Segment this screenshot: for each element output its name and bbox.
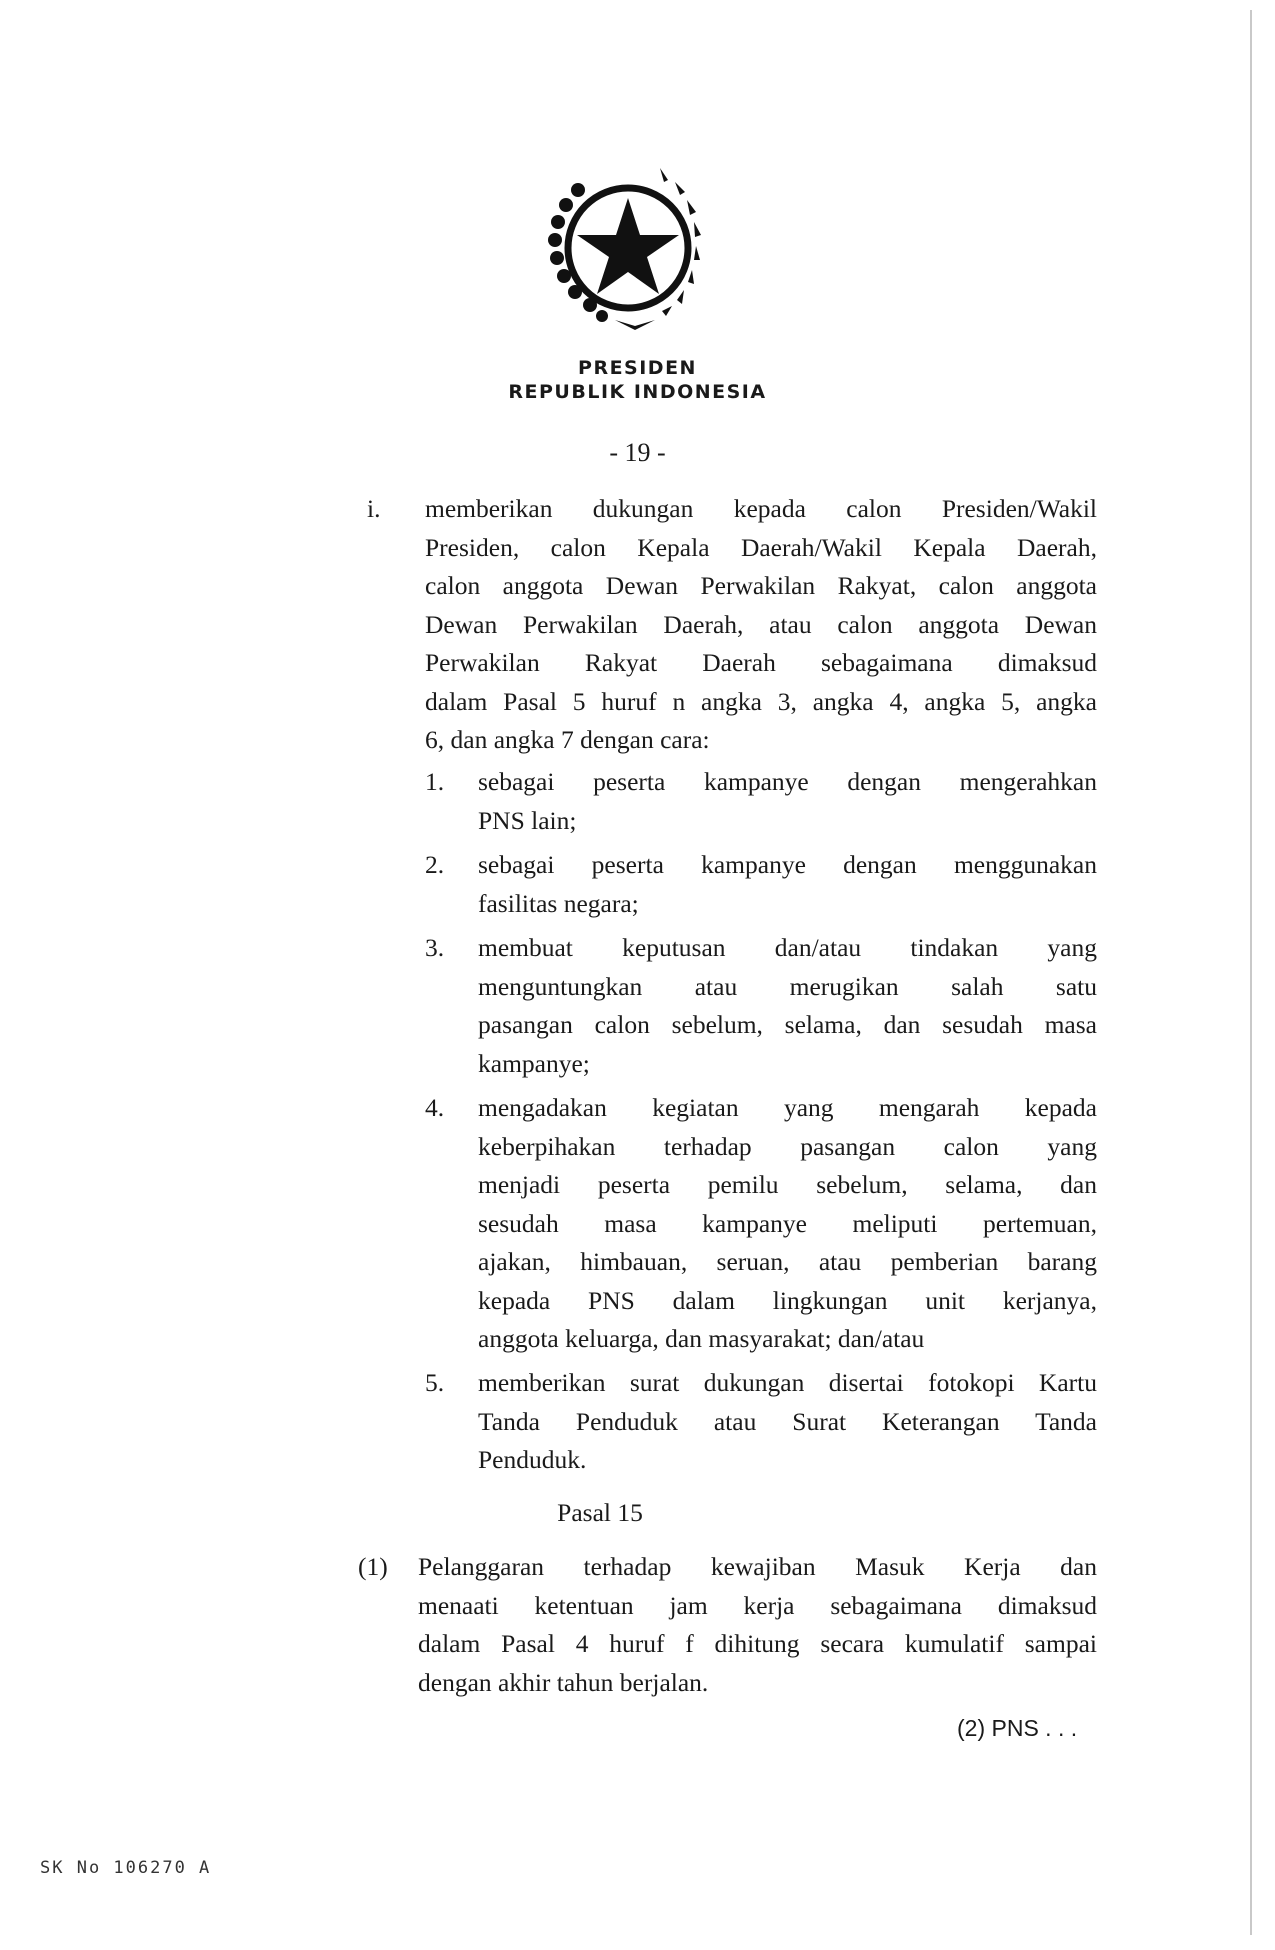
text-line: anggota keluarga, dan masyarakat; dan/atau bbox=[478, 1324, 925, 1353]
text-line: Pelanggaran terhadap kewajiban Masuk Kerja dan bbox=[418, 1552, 1097, 1581]
text-line: Dewan Perwakilan Daerah, atau calon anggota Dewan bbox=[425, 609, 1097, 639]
sub-item-5-text bbox=[478, 1364, 1097, 1480]
pasal-paragraph-text bbox=[418, 1548, 1097, 1702]
text-line: sebagai peserta kampanye dengan menggunakan bbox=[478, 850, 1097, 879]
text-line: memberikan surat dukungan disertai fotokopi Kartu bbox=[478, 1368, 1097, 1397]
text-line: sesudah masa kampanye meliputi pertemuan, bbox=[478, 1208, 1097, 1238]
header-president: PRESIDEN bbox=[578, 357, 697, 379]
sub-item-4-text bbox=[478, 1089, 1097, 1359]
item-i-marker: i. bbox=[367, 494, 381, 523]
text-line: kepada PNS dalam lingkungan unit kerjanya, bbox=[478, 1285, 1097, 1315]
text-line: Penduduk. bbox=[478, 1445, 587, 1474]
sub-item-1-text bbox=[478, 763, 1097, 840]
text-line: calon anggota Dewan Perwakilan Rakyat, calon anggota bbox=[425, 571, 1097, 600]
next-page-catchword: (2) PNS . . . bbox=[957, 1715, 1078, 1741]
sub-item-5-number: 5. bbox=[425, 1368, 445, 1397]
sub-item-4-number: 4. bbox=[425, 1093, 445, 1122]
text-line: menaati ketentuan jam kerja sebagaimana dimaksud bbox=[418, 1590, 1097, 1620]
text-line: PNS lain; bbox=[478, 805, 577, 835]
text-line: dalam Pasal 4 huruf f dihitung secara kumulatif sampai bbox=[418, 1629, 1097, 1658]
header-republic: REPUBLIK INDONESIA bbox=[508, 381, 767, 403]
page-number: - 19 - bbox=[609, 438, 666, 467]
text-line: ajakan, himbauan, seruan, atau pemberian barang bbox=[478, 1247, 1097, 1276]
text-line: menjadi peserta pemilu sebelum, selama, dan bbox=[478, 1170, 1097, 1199]
text-line: 6, dan angka 7 dengan cara: bbox=[425, 725, 710, 754]
pasal-heading: Pasal 15 bbox=[557, 1498, 643, 1527]
sub-item-1-number: 1. bbox=[425, 767, 445, 796]
text-line: pasangan calon sebelum, selama, dan sesudah masa bbox=[478, 1010, 1097, 1039]
text-line: keberpihakan terhadap pasangan calon yang bbox=[478, 1131, 1097, 1161]
text-line: Presiden, calon Kepala Daerah/Wakil Kepala Daerah, bbox=[425, 532, 1097, 562]
text-line: dengan akhir tahun berjalan. bbox=[418, 1667, 709, 1697]
text-line: fasilitas negara; bbox=[478, 888, 639, 918]
text-line: Tanda Penduduk atau Surat Keterangan Tanda bbox=[478, 1406, 1097, 1436]
sub-item-2-text bbox=[478, 846, 1097, 923]
sub-item-2-number: 2. bbox=[425, 850, 445, 879]
text-line: memberikan dukungan kepada calon Presiden/Wakil bbox=[425, 494, 1097, 523]
item-i-text bbox=[425, 490, 1097, 760]
text-line: kampanye; bbox=[478, 1048, 590, 1078]
scan-edge-line bbox=[1250, 10, 1252, 1935]
sub-item-3-text bbox=[478, 929, 1097, 1083]
sub-item-3-number: 3. bbox=[425, 933, 445, 962]
document-code: SK No 106270 A bbox=[40, 1858, 212, 1878]
text-line: mengadakan kegiatan yang mengarah kepada bbox=[478, 1093, 1097, 1122]
garuda-star-emblem-icon bbox=[540, 160, 710, 335]
text-line: menguntungkan atau merugikan salah satu bbox=[478, 971, 1097, 1001]
text-line: Perwakilan Rakyat Daerah sebagaimana dimaksud bbox=[425, 648, 1097, 677]
text-line: membuat keputusan dan/atau tindakan yang bbox=[478, 933, 1097, 962]
text-line: dalam Pasal 5 huruf n angka 3, angka 4, angka 5, angka bbox=[425, 686, 1097, 716]
pasal-paragraph-number: (1) bbox=[358, 1552, 388, 1581]
text-line: sebagai peserta kampanye dengan mengerahkan bbox=[478, 767, 1097, 796]
